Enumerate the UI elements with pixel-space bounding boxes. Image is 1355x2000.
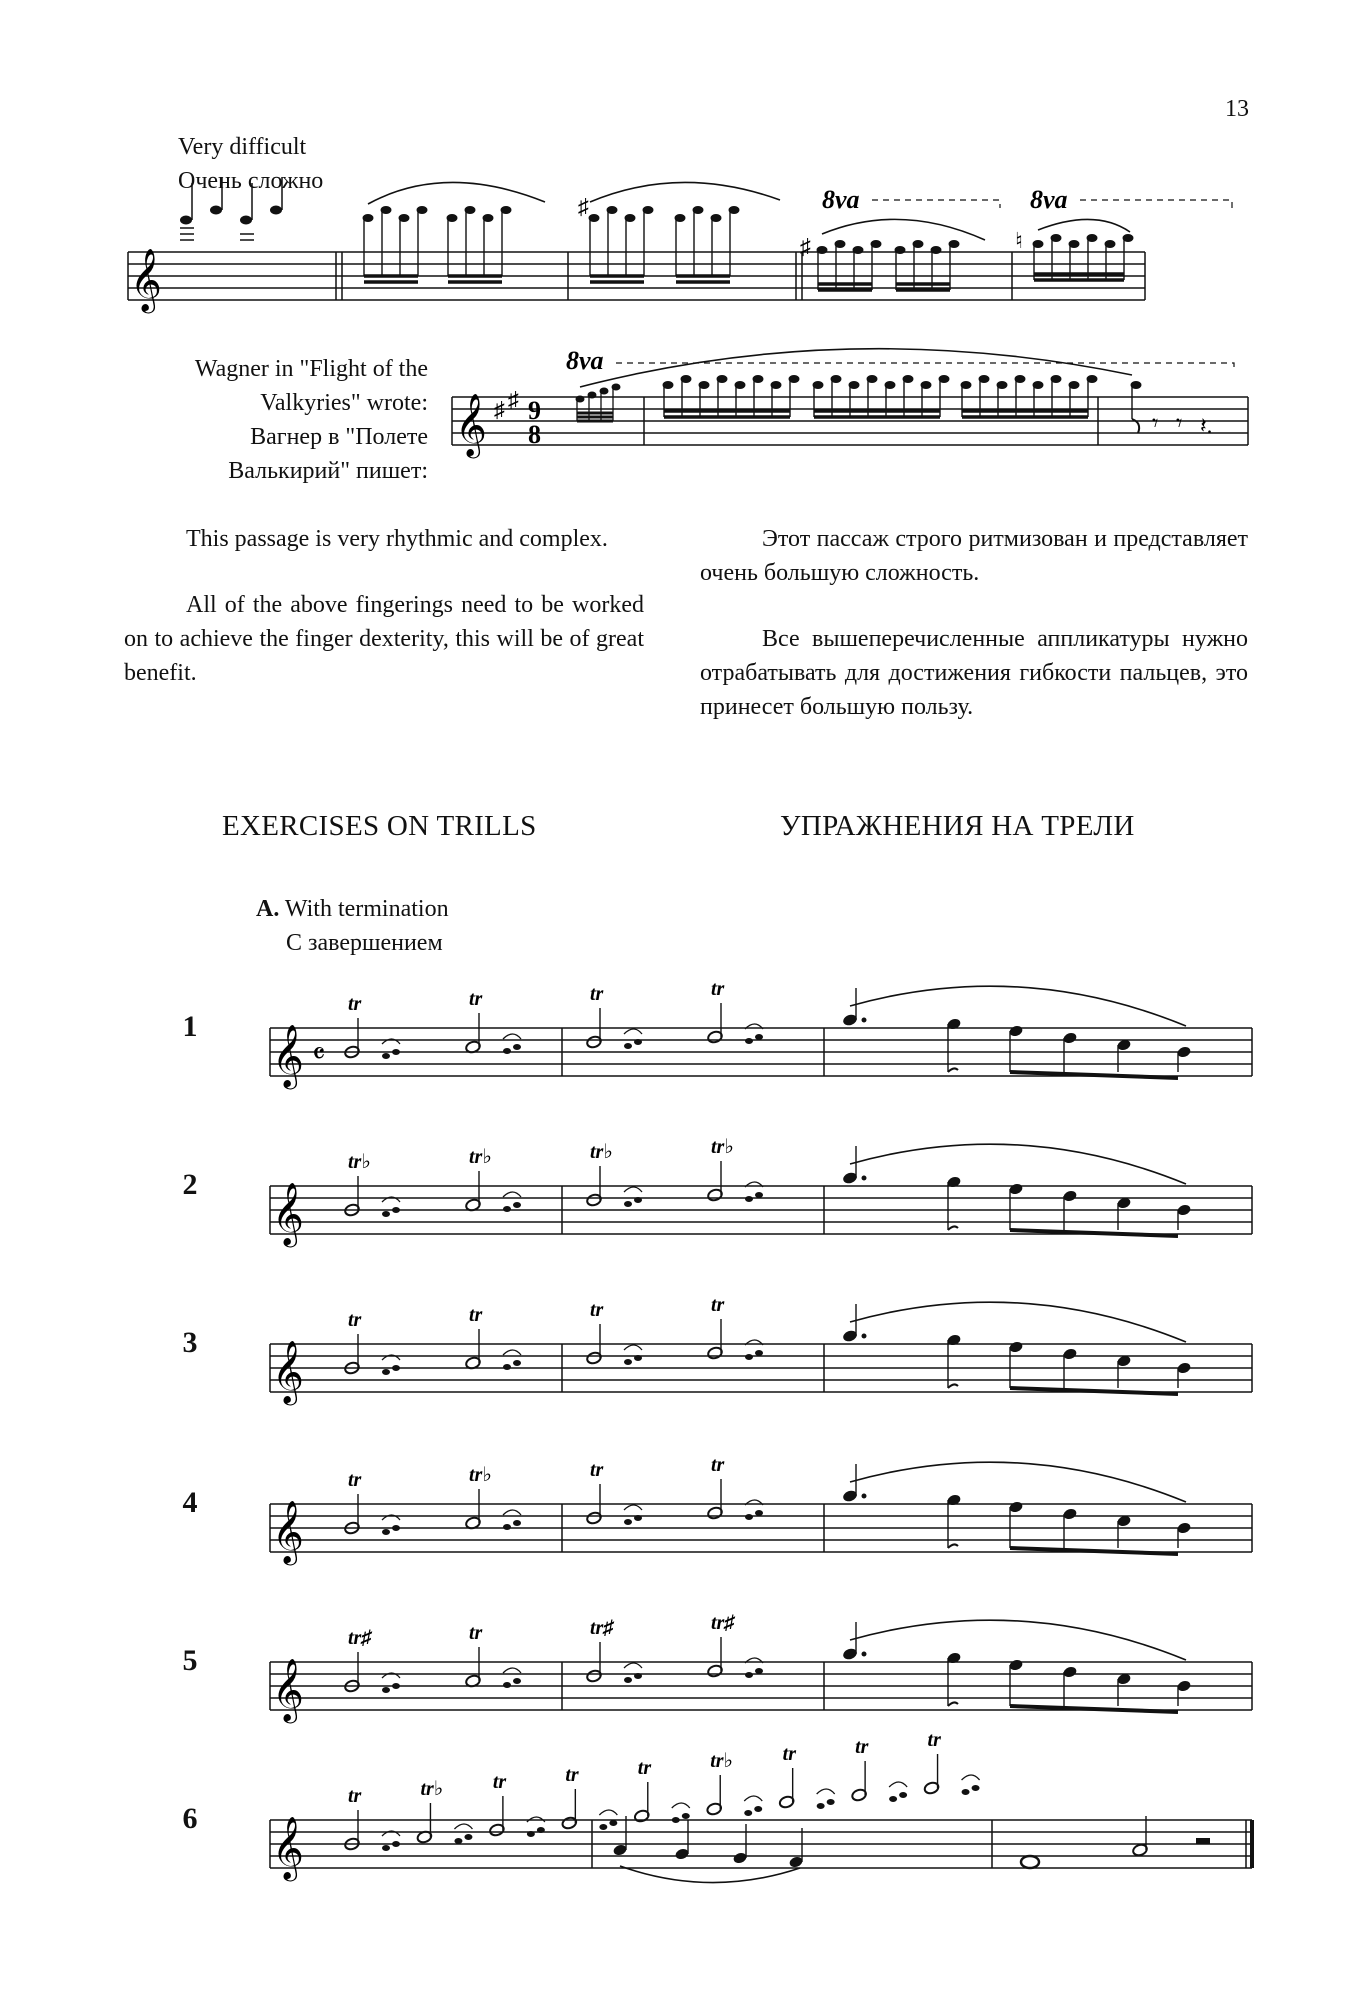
trill-mark: tr [711,1294,725,1316]
wagner-staff [0,345,1355,495]
grace-note [745,1514,753,1520]
grace-note [634,1673,642,1679]
grace-note [503,1524,511,1530]
common-time-icon: 𝄴 [312,1038,326,1071]
trill-mark: tr♯ [711,1612,735,1634]
grace-note [745,1038,753,1044]
grace-note [382,1053,390,1059]
grace-note [392,1683,400,1689]
trill-mark: tr [348,1785,362,1807]
text-column-ru [700,522,1248,724]
trill-mark: tr [469,988,483,1010]
svg-text:8va: 8va [566,346,604,375]
exercise-staff-1 [0,958,1355,1098]
trill-mark: tr [590,1299,604,1321]
grace-note [744,1810,752,1816]
exercise-number-1: 1 [182,1010,198,1043]
grace-note [537,1827,545,1833]
grace-note [392,1049,400,1055]
grace-note [634,1515,642,1521]
exercise-number-2: 2 [182,1168,198,1201]
grace-note [624,1359,632,1365]
grace-note [755,1192,763,1198]
exercise-staff-5 [0,1592,1355,1732]
svg-text:𝄽.: 𝄽. [1200,413,1213,438]
grace-note [972,1785,980,1791]
svg-text:𝄾: 𝄾 [1152,411,1159,437]
grace-note [513,1520,521,1526]
trill-mark: tr [711,978,725,1000]
grace-note [634,1039,642,1045]
wagner-line-4: Валькирий" пишет: [228,458,428,484]
trill-mark: tr♭ [711,1136,734,1158]
grace-note [513,1360,521,1366]
trill-mark: tr [492,1771,507,1793]
trill-mark: tr [565,1764,579,1786]
trill-mark: tr [590,983,604,1005]
grace-note [382,1845,390,1851]
grace-note [755,1350,763,1356]
treble-clef-icon: 𝄞 [130,250,162,310]
svg-text:8va: 8va [1030,185,1068,214]
wagner-line-2: Valkyries" wrote: [260,390,428,416]
text-column-en [124,522,644,690]
grace-note [755,1668,763,1674]
grace-note [899,1792,907,1798]
exercise-staff-3 [0,1274,1355,1414]
exercise-number-6: 6 [182,1802,198,1835]
grace-note [817,1803,825,1809]
wagner-line-1: Wagner in "Flight of the [194,356,428,382]
svg-text:♯: ♯ [494,397,505,422]
grace-note [382,1211,390,1217]
grace-note [382,1529,390,1535]
grace-note [827,1799,835,1805]
grace-note [503,1682,511,1688]
grace-note [634,1197,642,1203]
grace-note [527,1831,535,1837]
grace-note [889,1796,897,1802]
trill-mark: tr [348,1469,362,1491]
grace-note [962,1789,970,1795]
trill-mark: tr [711,1454,725,1476]
paragraph-en-1: This passage is very rhythmic and complex. [186,526,608,552]
difficult-label-en: Very difficult [178,134,307,160]
trill-mark: tr [469,1304,483,1326]
grace-note [755,1510,763,1516]
grace-note [634,1355,642,1361]
section-letter: A. [256,896,280,922]
treble-clef-icon: 𝄞 [272,1502,304,1562]
grace-note [624,1519,632,1525]
grace-note [503,1206,511,1212]
section-title-en: With termination [284,896,449,922]
treble-clef-icon: 𝄞 [272,1184,304,1244]
trill-mark: tr♭ [348,1151,371,1173]
grace-note [513,1202,521,1208]
exercise-number-5: 5 [182,1644,198,1677]
grace-note [609,1820,617,1826]
grace-note [624,1043,632,1049]
trill-mark: tr [855,1736,869,1758]
grace-note [513,1044,521,1050]
heading-en: EXERCISES ON TRILLS [222,810,537,842]
svg-text:9: 9 [528,396,541,425]
grace-note [745,1196,753,1202]
svg-text:8: 8 [528,420,541,449]
trill-mark: tr♭ [420,1778,444,1800]
treble-clef-icon: 𝄞 [272,1026,304,1086]
grace-note [382,1687,390,1693]
trill-mark: tr [348,1309,362,1331]
svg-text:♯: ♯ [578,194,589,219]
treble-clef-icon: 𝄞 [272,1342,304,1402]
heading-ru: УПРАЖНЕНИЯ НА ТРЕЛИ [780,810,1135,842]
grace-note [503,1048,511,1054]
grace-note [392,1365,400,1371]
exercise-staff-2 [0,1116,1355,1256]
wagner-line-3: Вагнер в "Полете [250,424,428,450]
svg-text:8va: 8va [822,185,860,214]
page-number: 13 [1225,96,1249,122]
trill-mark: tr [927,1729,941,1751]
trill-mark: tr [348,993,362,1015]
grace-note [382,1369,390,1375]
grace-note [624,1677,632,1683]
exercise-staff-6 [0,1729,1355,1890]
trill-mark: tr♭ [469,1464,492,1486]
paragraph-en-2: All of the above fingerings need to be worked on to achieve the finger dexterity, this will be of great benefit. [124,592,644,686]
trill-mark: tr [469,1622,483,1644]
paragraph-ru-1: Этот пассаж строго ритмизован и представляет очень большую сложность. [700,526,1248,586]
grace-note [672,1817,680,1823]
trill-mark: tr [590,1459,604,1481]
svg-text:♯: ♯ [800,234,811,259]
treble-clef-icon: 𝄞 [272,1660,304,1720]
trill-mark: tr [637,1757,652,1779]
exercise-number-3: 3 [182,1326,198,1359]
section-label-en [256,892,449,926]
svg-text:𝄾: 𝄾 [1176,411,1183,437]
grace-note [454,1838,462,1844]
grace-note [503,1364,511,1370]
trill-mark: tr♭ [469,1146,492,1168]
section-label-ru: С завершением [286,930,443,956]
trill-mark: tr♭ [710,1750,734,1772]
grace-note [599,1824,607,1830]
svg-text:♯: ♯ [508,387,519,412]
grace-note [745,1354,753,1360]
grace-note [464,1834,472,1840]
exercise-staff-4 [0,1434,1355,1574]
trill-mark: tr♯ [590,1617,614,1639]
grace-note [392,1841,400,1847]
grace-note [754,1806,762,1812]
treble-clef-icon: 𝄞 [272,1818,304,1878]
grace-note [682,1813,690,1819]
paragraph-ru-2: Все вышеперечисленные аппликатуры нужно отрабатывать для достижения гибкости пальцев, это принесет большую пользу. [700,626,1248,720]
difficult-label-ru: Очень сложно [178,168,324,194]
grace-note [392,1525,400,1531]
svg-text:𝄞: 𝄞 [455,395,487,455]
grace-note [745,1672,753,1678]
svg-text:♮: ♮ [1015,228,1023,253]
exercise-number-4: 4 [182,1486,198,1519]
grace-note [392,1207,400,1213]
trill-mark: tr [782,1743,797,1765]
grace-note [624,1201,632,1207]
trill-mark: tr♭ [590,1141,613,1163]
grace-note [513,1678,521,1684]
grace-note [755,1034,763,1040]
difficult-staff [0,180,1355,330]
trill-mark: tr♯ [348,1627,372,1649]
